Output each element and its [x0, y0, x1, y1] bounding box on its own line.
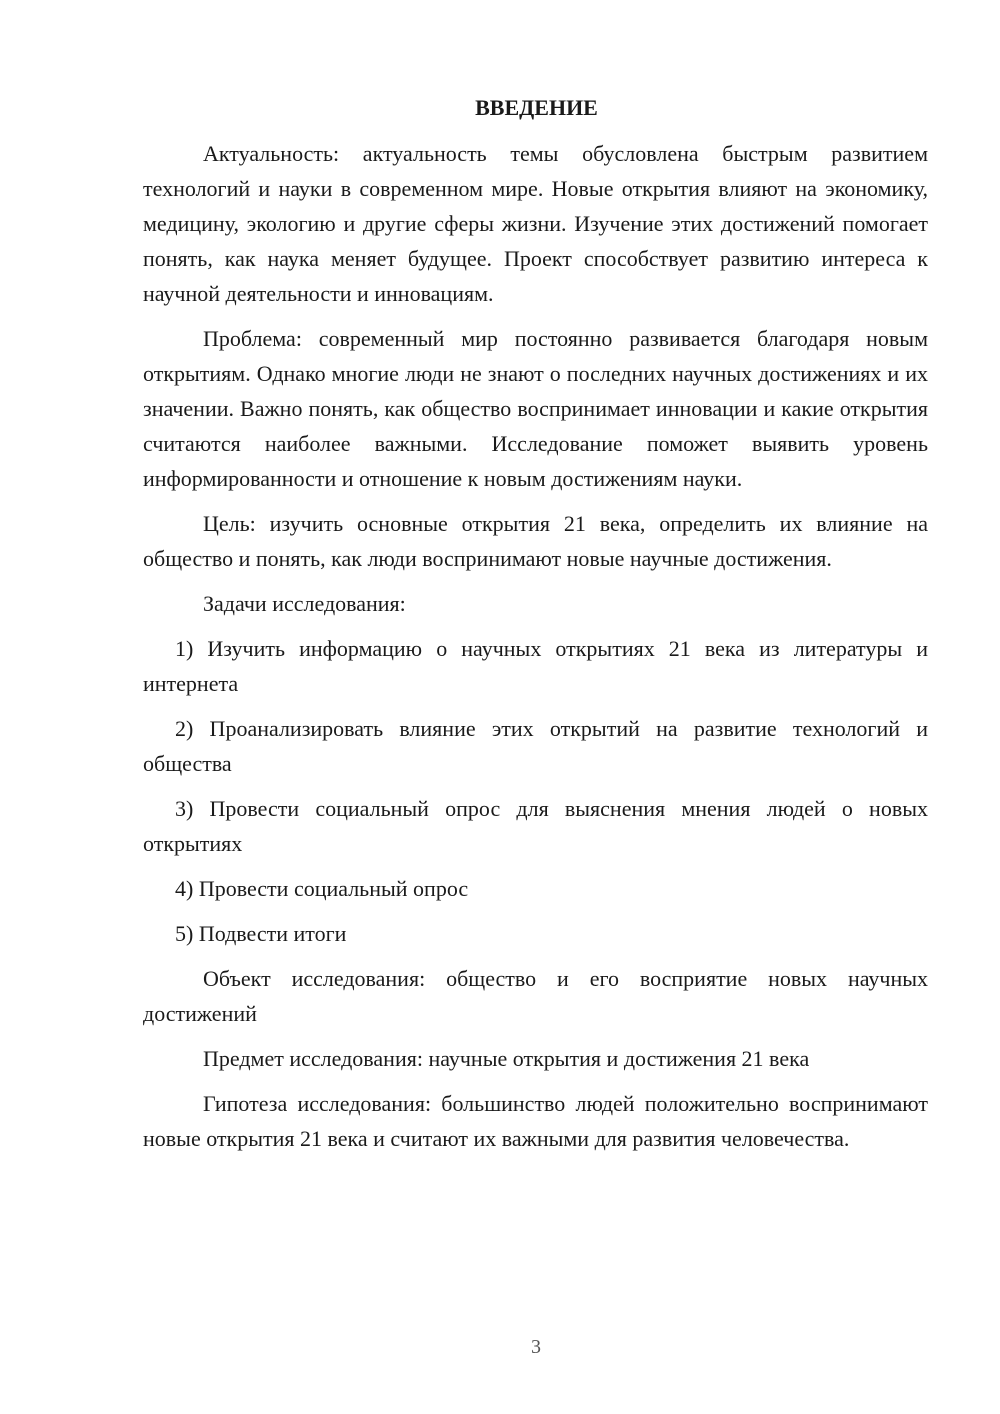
section-title: ВВЕДЕНИЕ: [475, 95, 598, 120]
task-item: 2) Проанализировать влияние этих открытий на развитие технологий и общества: [143, 716, 928, 776]
object-paragraph: Объект исследования: общество и его восприятие новых научных достижений: [143, 966, 928, 1026]
problem-paragraph: Проблема: современный мир постоянно развивается благодаря новым открытиям. Однако многие люди не знают о последних научных достижениях и их значении. Важно понять, как общество воспринимает инновации и какие открытия считаются наиболее важными. Исследование поможет выявить уровень информированности и отношение к новым достижениям науки.: [143, 326, 928, 491]
document-page: [143, 92, 928, 1166]
task-item: 1) Изучить информацию о научных открытиях 21 века из литературы и интернета: [143, 636, 928, 696]
relevance-paragraph: Актуальность: актуальность темы обусловлена быстрым развитием технологий и науки в современном мире. Новые открытия влияют на экономику, медицину, экологию и другие сферы жизни. Изучение этих достижений помогает понять, как наука меняет будущее. Проект способствует развитию интереса к научной деятельности и инновациям.: [143, 141, 928, 306]
hypothesis-paragraph: Гипотеза исследования: большинство людей положительно воспринимают новые открытия 21 века и считают их важными для развития человечества.: [143, 1091, 928, 1151]
task-item: 5) Подвести итоги: [175, 921, 347, 946]
goal-paragraph: Цель: изучить основные открытия 21 века, определить их влияние на общество и понять, как люди воспринимают новые научные достижения.: [143, 511, 928, 571]
task-item: 4) Провести социальный опрос: [175, 876, 469, 901]
subject-paragraph: Предмет исследования: научные открытия и достижения 21 века: [203, 1046, 810, 1071]
tasks-heading: Задачи исследования:: [203, 591, 406, 616]
page-number: 3: [531, 1336, 541, 1358]
tasks-list: [143, 631, 928, 951]
task-item: 3) Провести социальный опрос для выяснения мнения людей о новых открытиях: [143, 796, 928, 856]
